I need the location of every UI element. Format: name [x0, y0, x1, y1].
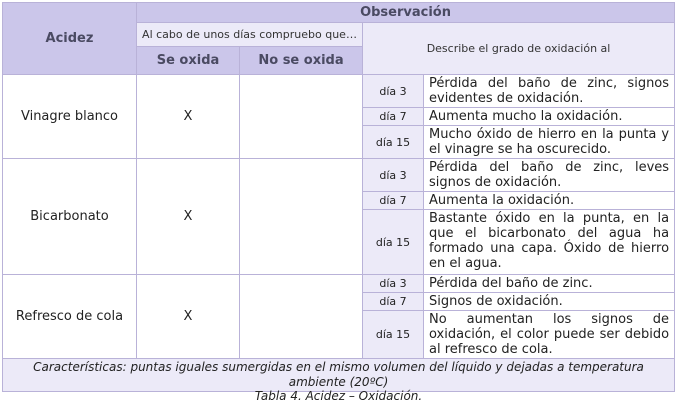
day-label: día 7 [363, 108, 424, 126]
day-label: día 3 [363, 159, 424, 192]
description-text: Aumenta mucho la oxidación. [424, 108, 675, 126]
table-footer-note: Características: puntas iguales sumergidas en el mismo volumen del líquido y dejadas a temperatura ambiente (20ºC) [3, 359, 675, 392]
oxidation-table-container [2, 2, 675, 392]
oxidation-table [2, 2, 675, 392]
header-acidez: Acidez [3, 3, 137, 75]
mark-se-oxida: X [137, 275, 240, 359]
description-text: Pérdida del baño de zinc. [424, 275, 675, 293]
table-row [3, 159, 675, 192]
description-text: Pérdida del baño de zinc, signos evidentes de oxidación. [424, 75, 675, 108]
description-text: Mucho óxido de hierro en la punta y el vinagre se ha oscurecido. [424, 126, 675, 159]
table-row [3, 275, 675, 293]
day-label: día 15 [363, 311, 424, 359]
day-label: día 3 [363, 275, 424, 293]
mark-se-oxida: X [137, 75, 240, 159]
table-row [3, 75, 675, 108]
header-no-se-oxida: No se oxida [240, 47, 363, 75]
mark-no-se-oxida [240, 275, 363, 359]
description-text: Signos de oxidación. [424, 293, 675, 311]
table-caption: Tabla 4. Acidez – Oxidación. [254, 389, 423, 403]
group-name: Bicarbonato [3, 159, 137, 275]
header-describe: Describe el grado de oxidación al [363, 23, 675, 75]
day-label: día 15 [363, 210, 424, 275]
mark-se-oxida: X [137, 159, 240, 275]
description-text: No aumentan los signos de oxidación, el color puede ser debido al refresco de cola. [424, 311, 675, 359]
header-observacion: Observación [137, 3, 675, 23]
group-name: Vinagre blanco [3, 75, 137, 159]
day-label: día 15 [363, 126, 424, 159]
description-text: Aumenta la oxidación. [424, 192, 675, 210]
description-text: Bastante óxido en la punta, en la que el bicarbonato del agua ha formado una capa. Óxido de hierro en el agua. [424, 210, 675, 275]
day-label: día 7 [363, 192, 424, 210]
day-label: día 3 [363, 75, 424, 108]
mark-no-se-oxida [240, 159, 363, 275]
header-al-cabo: Al cabo de unos días compruebo que… [137, 23, 363, 47]
mark-no-se-oxida [240, 75, 363, 159]
group-name: Refresco de cola [3, 275, 137, 359]
header-se-oxida: Se oxida [137, 47, 240, 75]
day-label: día 7 [363, 293, 424, 311]
description-text: Pérdida del baño de zinc, leves signos de oxidación. [424, 159, 675, 192]
